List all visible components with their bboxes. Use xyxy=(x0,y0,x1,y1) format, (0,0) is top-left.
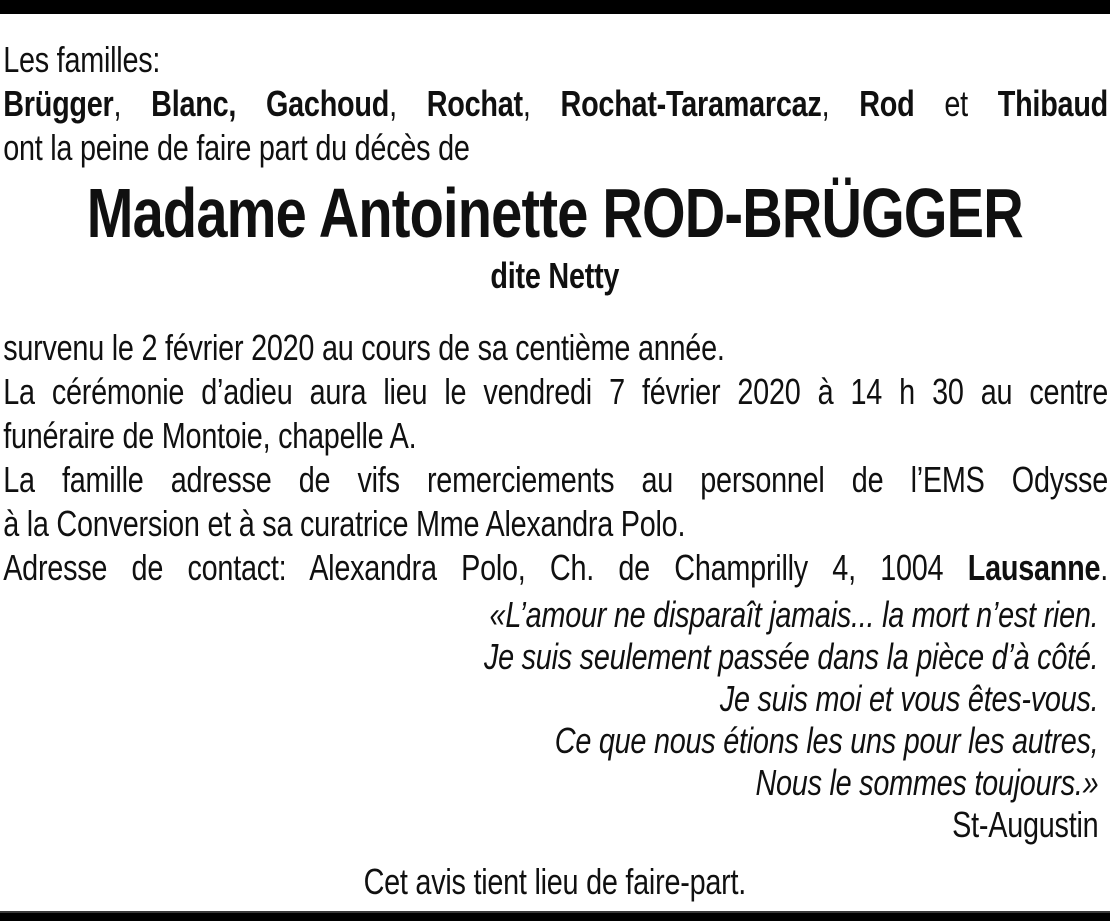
family-name: Rochat-Taramarcaz xyxy=(560,83,822,124)
notice-content xyxy=(0,14,1110,904)
deceased-name-title: Madame Antoinette ROD-BRÜGGER xyxy=(86,174,1023,252)
contact-period: . xyxy=(1100,547,1108,588)
contact-line xyxy=(3,546,1108,590)
body-line-ceremony-2: funéraire de Montoie, chapelle A. xyxy=(3,415,417,456)
separator: , xyxy=(113,83,152,124)
separator: , xyxy=(389,83,427,124)
body-line-ceremony-1: La cérémonie d’adieu aura lieu le vendredi 7 février 2020 à 14 h 30 au centre xyxy=(3,371,1109,412)
separator: , xyxy=(522,83,561,124)
quote-line: Je suis seulement passée dans la pièce d’à côté. xyxy=(483,636,1099,677)
closing-line: Cet avis tient lieu de faire-part. xyxy=(363,861,747,902)
quote-line: Je suis moi et vous êtes-vous. xyxy=(719,678,1099,719)
separator: , xyxy=(821,83,860,124)
quote-line: Nous le sommes toujours.» xyxy=(755,762,1099,803)
body-line-thanks-2: à la Conversion et à sa curatrice Mme Alexandra Polo. xyxy=(3,503,686,544)
family-name: Thibaud xyxy=(997,83,1109,124)
body-block xyxy=(0,326,1110,590)
contact-city: Lausanne xyxy=(967,547,1101,588)
intro-block xyxy=(0,14,1110,170)
family-name: Brügger xyxy=(3,83,114,124)
separator: et xyxy=(914,83,998,124)
quote-block xyxy=(0,594,1110,804)
family-name: Rochat xyxy=(426,83,523,124)
top-rule xyxy=(0,0,1110,14)
family-names-line xyxy=(3,82,1108,126)
quote-line: Ce que nous étions les uns pour les autres, xyxy=(554,720,1099,761)
bottom-rule xyxy=(0,911,1110,921)
body-line-death-date: survenu le 2 février 2020 au cours de sa centième année. xyxy=(3,327,725,368)
intro-les-familles: Les familles: xyxy=(3,39,161,80)
intro-announcement-line: ont la peine de faire part du décès de xyxy=(3,127,470,168)
quote-line: «L’amour ne disparaît jamais... la mort n’est rien. xyxy=(489,594,1099,635)
nickname-subtitle: dite Netty xyxy=(490,255,620,296)
family-name: Blanc, Gachoud xyxy=(151,83,390,124)
quote-attribution: St-Augustin xyxy=(952,804,1099,845)
contact-text: Adresse de contact: Alexandra Polo, Ch. de Champrilly 4, 1004 xyxy=(3,547,968,588)
family-name: Rod xyxy=(859,83,915,124)
body-line-thanks-1: La famille adresse de vifs remerciements au personnel de l’EMS Odysse xyxy=(3,459,1109,500)
